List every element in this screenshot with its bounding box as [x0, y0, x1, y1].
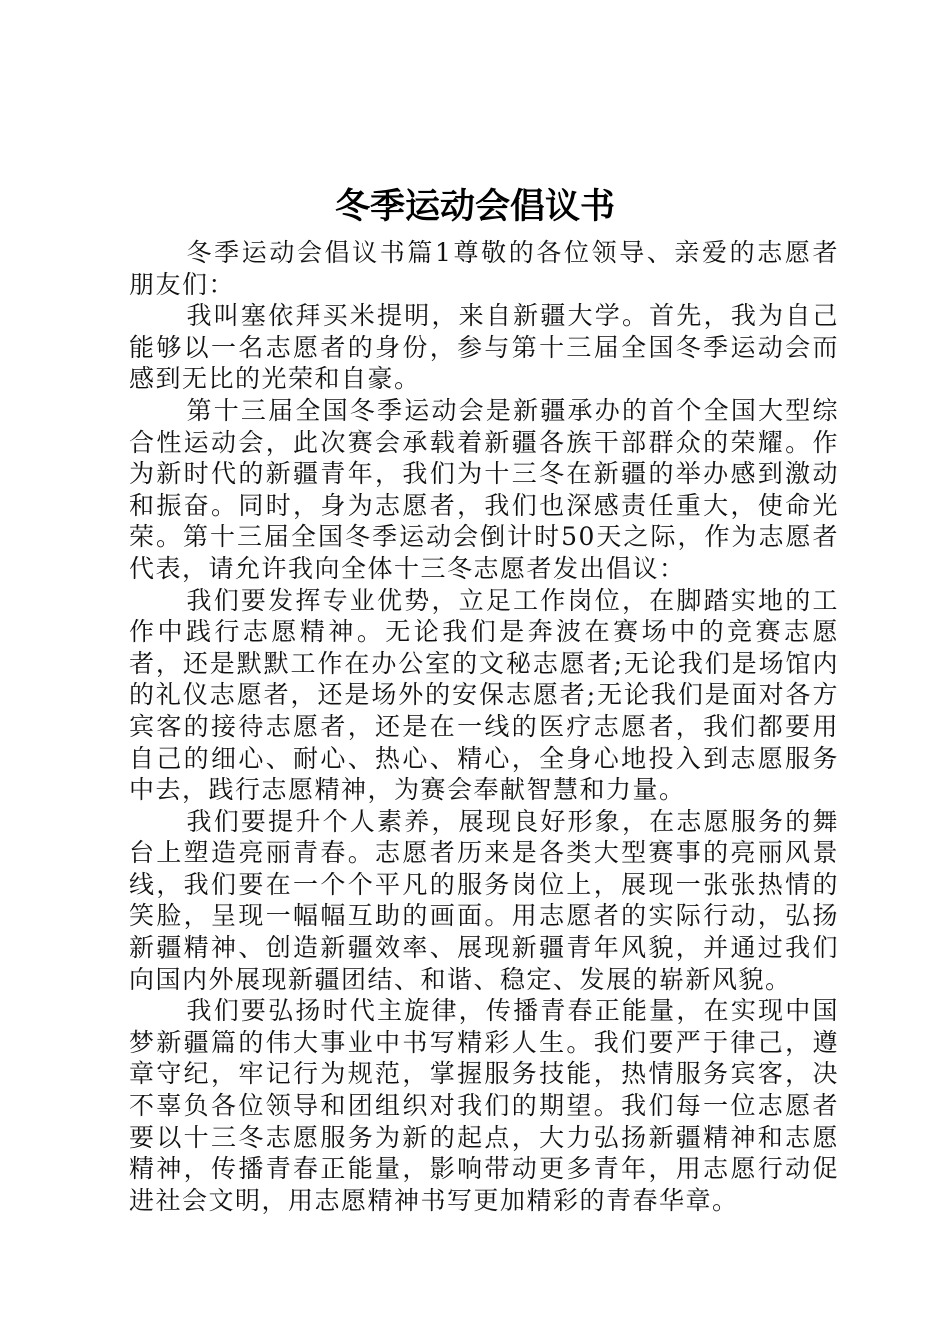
paragraph-proposal-3: 我们要弘扬时代主旋律，传播青春正能量，在实现中国梦新疆篇的伟大事业中书写精彩人生。我们要严于律己，遵章守纪，牢记行为规范，掌握服务技能，热情服务宾客，决不辜负各位领导和团组织对我们的期望。我们每一位志愿者要以十三冬志愿服务为新的起点，大力弘扬新疆精神和志愿精神，传播青春正能量，影响带动更多青年，用志愿行动促进社会文明，用志愿精神书写更加精彩的青春华章。 [129, 996, 839, 1215]
paragraph-proposal-2: 我们要提升个人素养，展现良好形象，在志愿服务的舞台上塑造亮丽青春。志愿者历来是各类大型赛事的亮丽风景线，我们要在一个个平凡的服务岗位上，展现一张张热情的笑脸，呈现一幅幅互助的画面。用志愿者的实际行动，弘扬新疆精神、创造新疆效率、展现新疆青年风貌，并通过我们向国内外展现新疆团结、和谐、稳定、发展的崭新风貌。 [129, 806, 839, 994]
document-title: 冬季运动会倡议书 [334, 187, 615, 227]
paragraph-background: 第十三届全国冬季运动会是新疆承办的首个全国大型综合性运动会，此次赛会承载着新疆各族干部群众的荣耀。作为新时代的新疆青年，我们为十三冬在新疆的举办感到激动和振奋。同时，身为志愿者，我们也深感责任重大，使命光荣。第十三届全国冬季运动会倒计时50天之际，作为志愿者代表，请允许我向全体十三冬志愿者发出倡议： [129, 395, 839, 583]
document-body [129, 237, 839, 1216]
paragraph-proposal-1: 我们要发挥专业优势，立足工作岗位，在脚踏实地的工作中践行志愿精神。无论我们是奔波在赛场中的竞赛志愿者，还是默默工作在办公室的文秘志愿者;无论我们是场馆内的礼仪志愿者，还是场外的安保志愿者;无论我们是面对各方宾客的接待志愿者，还是在一线的医疗志愿者，我们都要用自己的细心、耐心、热心、精心，全身心地投入到志愿服务中去，践行志愿精神，为赛会奉献智慧和力量。 [129, 585, 839, 805]
paragraph-introduction: 我叫塞依拜买米提明，来自新疆大学。首先，我为自己能够以一名志愿者的身份，参与第十三届全国冬季运动会而感到无比的光荣和自豪。 [129, 301, 839, 394]
paragraph-greeting: 冬季运动会倡议书篇1尊敬的各位领导、亲爱的志愿者朋友们： [129, 238, 839, 299]
